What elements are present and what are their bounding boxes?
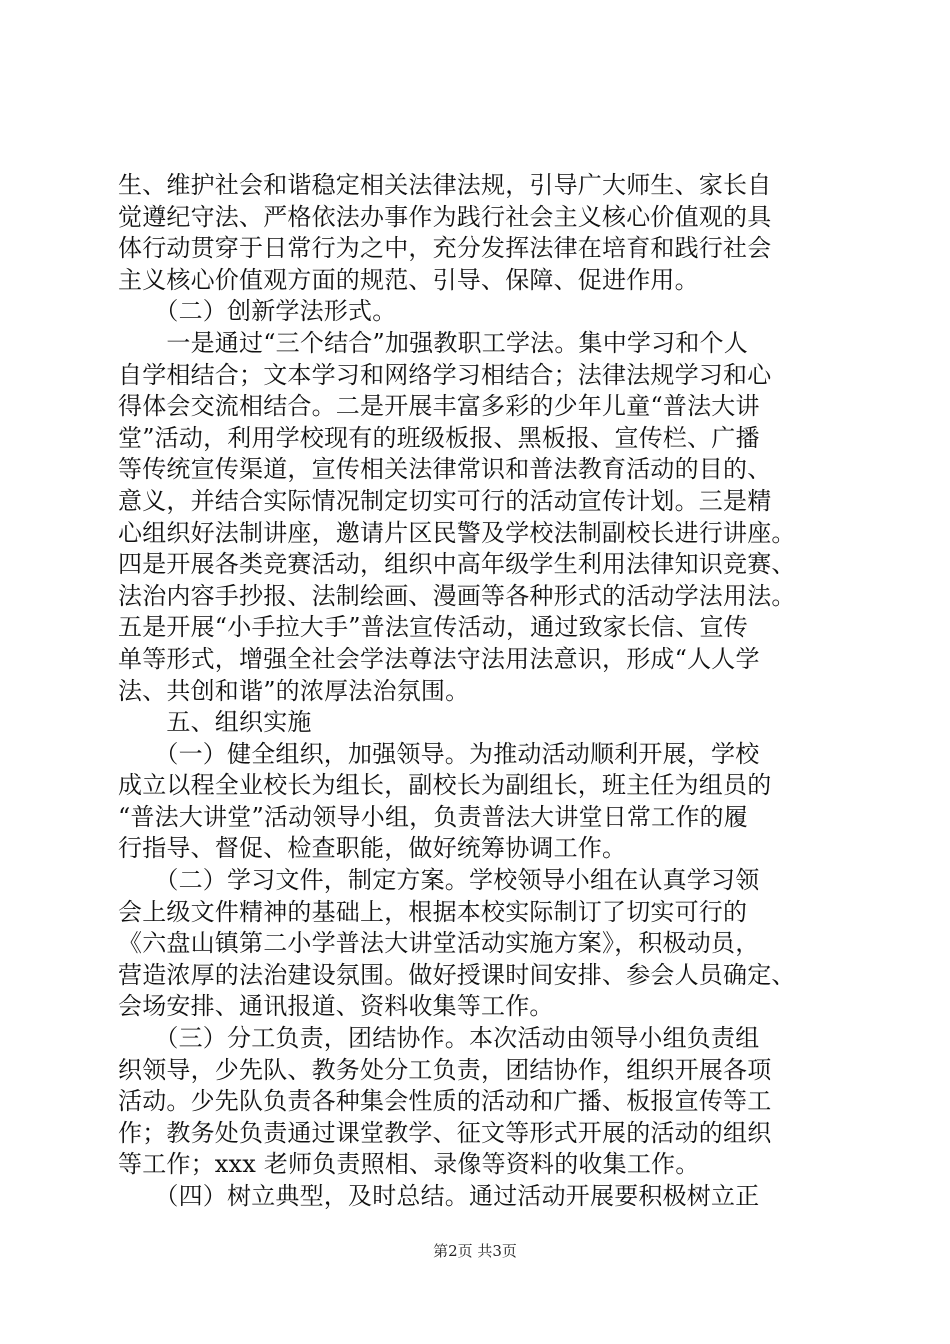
- text-line: 营造浓厚的法治建设氛围。做好授课时间安排、参会人员确定、: [118, 960, 796, 989]
- section-heading: （二）创新学法形式。: [118, 297, 397, 326]
- text-line: 作；教务处负责通过课堂教学、征文等形式开展的活动的组织: [118, 1118, 772, 1147]
- text-line: 法、共创和谐”的浓厚法治氛围。: [118, 676, 470, 705]
- text-line: “普法大讲堂”活动领导小组，负责普法大讲堂日常工作的履: [118, 802, 748, 831]
- text-line: 等工作；xxx 老师负责照相、录像等资料的收集工作。: [118, 1150, 700, 1179]
- text-line: （一）健全组织，加强领导。为推动活动顺利开展，学校: [118, 739, 760, 768]
- text-line: 等传统宣传渠道，宣传相关法律常识和普法教育活动的目的、: [118, 455, 772, 484]
- text-line: 会场安排、通讯报道、资料收集等工作。: [118, 992, 554, 1021]
- text-line: 堂”活动，利用学校现有的班级板报、黑板报、宣传栏、广播: [118, 423, 760, 452]
- text-line: 觉遵纪守法、严格依法办事作为践行社会主义核心价值观的具: [118, 202, 772, 231]
- text-line: 四是开展各类竞赛活动，组织中高年级学生利用法律知识竞赛、: [118, 550, 796, 579]
- text-line: 织领导，少先队、教务处分工负责，团结协作，组织开展各项: [118, 1055, 772, 1084]
- text-line: 行指导、督促、检查职能，做好统筹协调工作。: [118, 834, 627, 863]
- text-line: 《六盘山镇第二小学普法大讲堂活动实施方案》，积极动员，: [118, 929, 760, 958]
- text-line: 会上级文件精神的基础上，根据本校实际制订了切实可行的: [118, 897, 748, 926]
- text-line: 意义，并结合实际情况制定切实可行的活动宣传计划。三是精: [118, 486, 772, 515]
- text-line: 心组织好法制讲座，邀请片区民警及学校法制副校长进行讲座。: [118, 518, 796, 547]
- text-line: 生、维护社会和谐稳定相关法律法规，引导广大师生、家长自: [118, 171, 772, 199]
- document-body: [118, 170, 838, 1213]
- text-line: 单等形式，增强全社会学法尊法守法用法意识，形成“人人学: [118, 644, 760, 673]
- text-line: 法治内容手抄报、法制绘画、漫画等各种形式的活动学法用法。: [118, 581, 796, 610]
- text-line: （四）树立典型，及时总结。通过活动开展要积极树立正: [118, 1182, 760, 1210]
- text-line: 五是开展“小手拉大手”普法宣传活动，通过致家长信、宣传: [118, 613, 748, 642]
- text-line: 得体会交流相结合。二是开展丰富多彩的少年儿童“普法大讲: [118, 392, 760, 421]
- page-footer: 第2页 共3页: [433, 1242, 517, 1260]
- text-line: （三）分工负责，团结协作。本次活动由领导小组负责组: [118, 1024, 760, 1053]
- text-line: 体行动贯穿于日常行为之中，充分发挥法律在培育和践行社会: [118, 234, 772, 263]
- section-heading: 五、组织实施: [118, 708, 312, 737]
- text-line: （二）学习文件，制定方案。学校领导小组在认真学习领: [118, 866, 760, 895]
- text-line: 主义核心价值观方面的规范、引导、保障、促进作用。: [118, 265, 699, 294]
- text-line: 成立以程全业校长为组长，副校长为副组长，班主任为组员的: [118, 771, 772, 800]
- text-line: 自学相结合；文本学习和网络学习相结合；法律法规学习和心: [118, 360, 772, 389]
- text-line: 活动。少先队负责各种集会性质的活动和广播、板报宣传等工: [118, 1087, 772, 1116]
- text-line: 一是通过“三个结合”加强教职工学法。集中学习和个人: [118, 328, 748, 357]
